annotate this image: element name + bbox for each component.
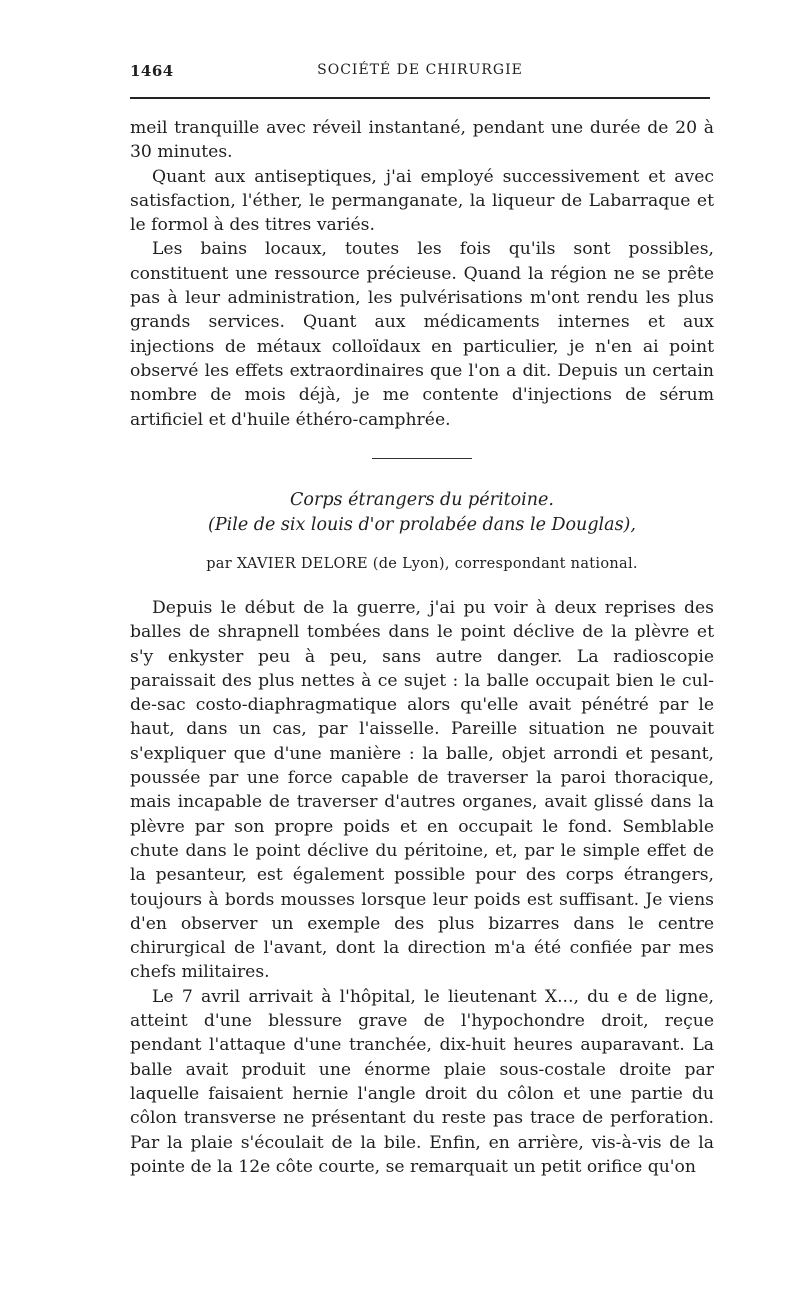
paragraph: Depuis le début de la guerre, j'ai pu voir à deux reprises des balles de shrapnell tombées dans le point déclive de la plèvre et s'y enkyster peu à peu, sans autre danger. La radioscopie paraissait des plus nettes à ce sujet : la balle occupait bien le cul-de-sac costo-diaphragmatique alors qu'elle avait pénétré par le haut, dans un cas, par l'aisselle. Pareille situation ne pouvait s'expliquer que d'une manière : la balle, objet arrondi et pesant, poussée par une force capable de traverser la paroi thoracique, mais incapable de traverser d'autres organes, avait glissé dans la plèvre par son propre poids et en occupait le fond. Semblable chute dans le point déclive du péritoine, et, par le simple effet de la pesanteur, est également possible pour des corps étrangers, toujours à bords mousses lorsque leur poids est suffisant. Je viens d'en observer un exemple des plus bizarres dans le centre chirurgical de l'avant, dont la direction m'a été confiée par mes chefs militaires.	[130, 598, 714, 983]
section-divider	[372, 458, 472, 459]
running-head: SOCIÉTÉ DE CHIRURGIE	[317, 62, 523, 78]
article-subtitle: (Pile de six louis d'or prolabée dans le Douglas),	[208, 515, 636, 535]
paragraph: meil tranquille avec réveil instantané, pendant une durée de 20 à 30 minutes.	[130, 118, 714, 163]
header-rule	[130, 97, 710, 99]
article-title: Corps étrangers du péritoine.	[290, 490, 554, 510]
section-article-body	[130, 596, 714, 1179]
page-number: 1464	[130, 62, 174, 80]
page-header	[130, 62, 710, 84]
paragraph: Les bains locaux, toutes les fois qu'ils sont possibles, constituent une ressource précieuse. Quand la région ne se prête pas à leur administration, les pulvérisations m'ont rendu les plus grands services. Quant aux médicaments internes et aux injections de métaux colloïdaux en particulier, je n'en ai point observé les effets extraordinaires que l'on a dit. Depuis un certain nombre de mois déjà, je me contente d'injections de sérum artificiel et d'huile éthéro-camphrée.	[130, 239, 714, 430]
article-byline: par XAVIER DELORE (de Lyon), correspondant national.	[206, 556, 638, 572]
paragraph: Le 7 avril arrivait à l'hôpital, le lieutenant X..., du e de ligne, atteint d'une blessure grave de l'hypochondre droit, reçue pendant l'attaque d'une tranchée, dix-huit heures auparavant. La balle avait produit une énorme plaie sous-costale droite par laquelle faisaient hernie l'angle droit du côlon et une partie du côlon transverse ne présentant du reste pas trace de perforation. Par la plaie s'écoulait de la bile. Enfin, en arrière, vis-à-vis de la pointe de la 12e côte courte, se remarquait un petit orifice qu'on	[130, 986, 714, 1177]
paragraph: Quant aux antiseptiques, j'ai employé successivement et avec satisfaction, l'éther, le permanganate, la liqueur de Labarraque et le formol à des titres variés.	[130, 166, 714, 236]
section-previous-article	[130, 116, 714, 432]
